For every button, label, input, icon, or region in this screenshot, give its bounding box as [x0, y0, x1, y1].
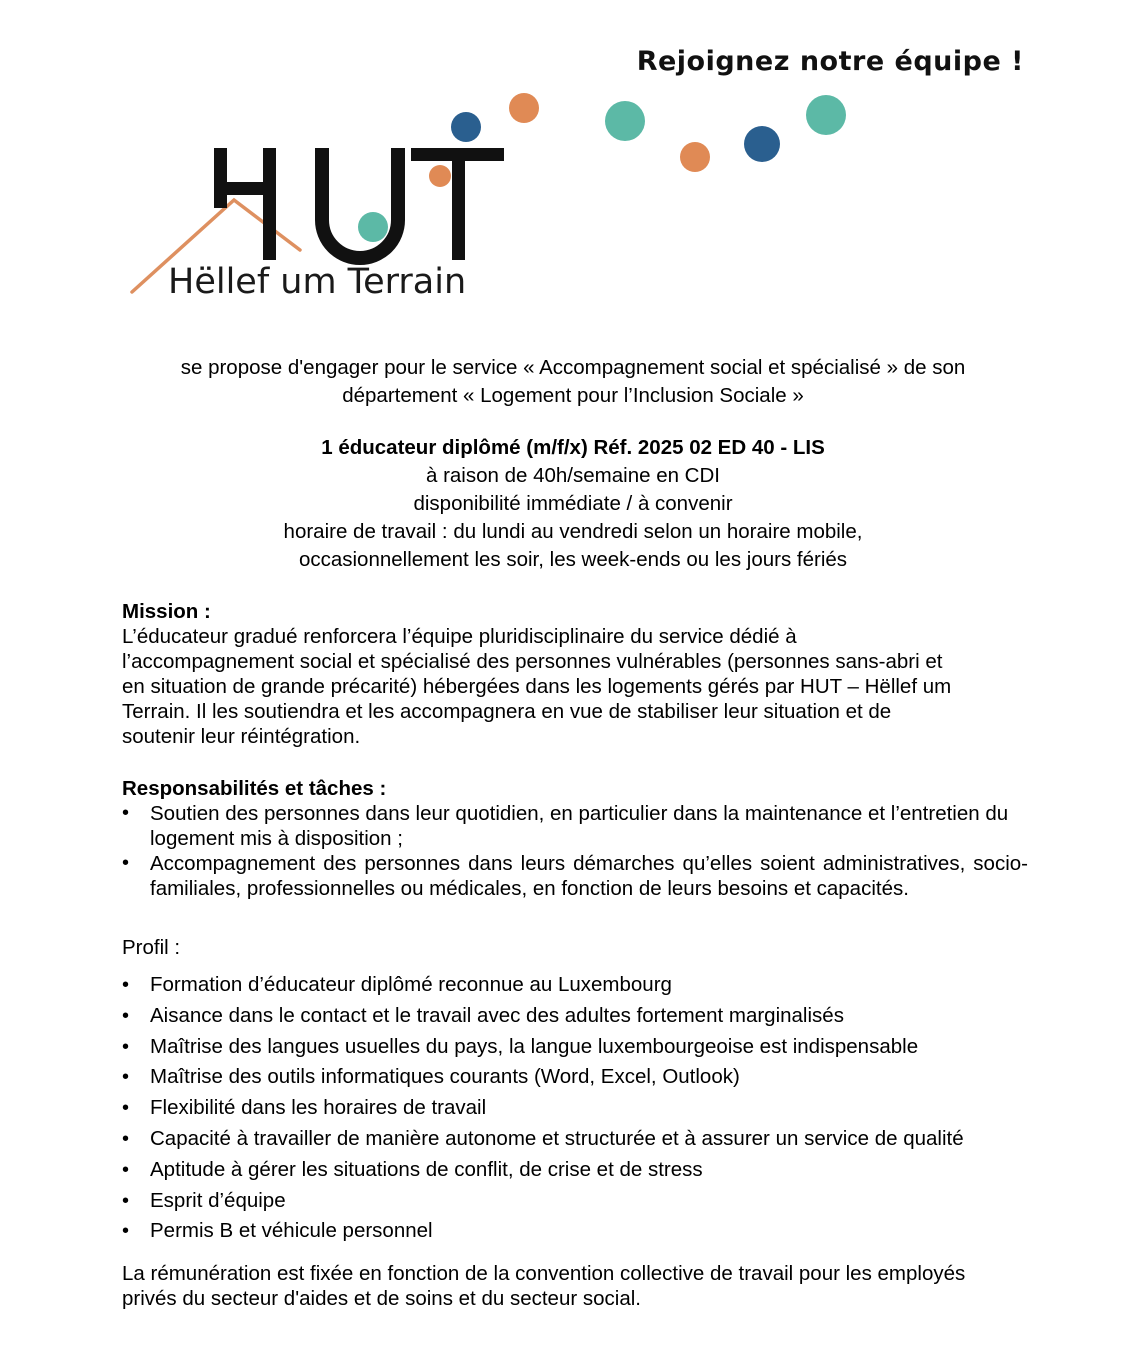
dot-navy-1: [451, 112, 481, 142]
list-item: • Maîtrise des outils informatiques courants (Word, Excel, Outlook): [122, 1062, 1028, 1093]
list-item: • Maîtrise des langues usuelles du pays, la langue luxembourgeoise est indispensable: [122, 1032, 1028, 1063]
profile-list: [122, 970, 1028, 1247]
offer-schedule: occasionnellement les soir, les week-ends ou les jours fériés: [298, 548, 848, 571]
dot-orange-2: [680, 142, 710, 172]
list-item: • Permis B et véhicule personnel: [122, 1216, 1028, 1247]
profile-heading: Profil :: [122, 936, 181, 959]
list-item: • Soutien des personnes dans leur quotidien, en particulier dans la maintenance et l’entretien du logement mis à disposition ;: [122, 801, 1028, 851]
letter-u: [322, 148, 398, 258]
profile-section: [122, 970, 1028, 1247]
offer-hours: à raison de 40h/semaine en CDI: [425, 464, 720, 487]
remuneration-line: privés du secteur d'aides et de soins et du secteur social.: [122, 1287, 641, 1310]
list-item: • Esprit d’équipe: [122, 1186, 1028, 1217]
dot-teal-2: [806, 95, 846, 135]
offer-schedule: horaire de travail : du lundi au vendredi selon un horaire mobile,: [283, 520, 863, 543]
dot-teal-u: [358, 212, 388, 242]
list-item: • Aptitude à gérer les situations de conflit, de crise et de stress: [122, 1155, 1028, 1186]
mission-line: Terrain. Il les soutiendra et les accompagnera en vue de stabiliser leur situation et de: [122, 700, 892, 723]
mission-heading: Mission :: [122, 600, 211, 623]
letter-t: [411, 148, 504, 260]
mission-line: L’éducateur gradué renforcera l’équipe pluridisciplinaire du service dédié à: [122, 625, 797, 648]
responsibilities-section: [122, 776, 1028, 901]
tagline: Rejoignez notre équipe !: [636, 46, 1024, 77]
dot-teal-1: [605, 101, 645, 141]
responsibilities-list: [122, 801, 1028, 901]
remuneration-line: La rémunération est fixée en fonction de la convention collective de travail pour les employés: [122, 1262, 966, 1285]
dot-orange-1: [509, 93, 539, 123]
intro-line: département « Logement pour l’Inclusion Sociale »: [342, 384, 804, 407]
intro: [120, 354, 1026, 410]
letter-h: [214, 148, 276, 260]
remuneration: [122, 1261, 1028, 1311]
list-item: • Aisance dans le contact et le travail avec des adultes fortement marginalisés: [122, 1001, 1028, 1032]
dot-navy-2: [744, 126, 780, 162]
mission-section: [122, 599, 1028, 749]
logo-subtitle: Hëllef um Terrain: [168, 262, 467, 302]
list-item: • Formation d’éducateur diplômé reconnue au Luxembourg: [122, 970, 1028, 1001]
mission-line: en situation de grande précarité) hébergées dans les logements gérés par HUT – Hëllef um: [122, 675, 952, 698]
responsibilities-heading: Responsabilités et tâches :: [122, 777, 387, 800]
mission-line: soutenir leur réintégration.: [122, 725, 361, 748]
offer-title: 1 éducateur diplômé (m/f/x) Réf. 2025 02 ED 40 - LIS: [321, 436, 825, 459]
offer-block: [120, 434, 1026, 574]
intro-line: se propose d'engager pour le service « Accompagnement social et spécialisé » de son: [180, 356, 966, 379]
mission-line: l’accompagnement social et spécialisé des personnes vulnérables (personnes sans-abri et: [122, 650, 943, 673]
offer-availability: disponibilité immédiate / à convenir: [413, 492, 733, 515]
list-item: • Accompagnement des personnes dans leurs démarches qu’elles soient administratives, socio-familiales, professionnelles ou médicales, en fonction de leurs besoins et capacités.: [122, 851, 1028, 901]
list-item: • Flexibilité dans les horaires de travail: [122, 1093, 1028, 1124]
list-item: • Capacité à travailler de manière autonome et structurée et à assurer un service de qualité: [122, 1124, 1028, 1155]
dot-orange-t: [429, 165, 451, 187]
